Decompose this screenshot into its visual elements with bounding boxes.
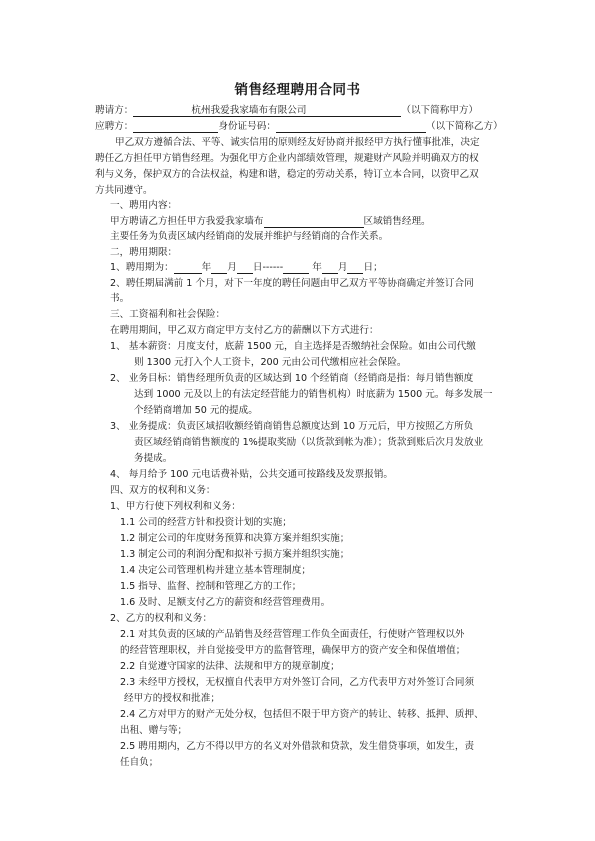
duty-item: 1.2 制定公司的年度财务预算和决算方案并组织实施； [120,533,350,544]
end-day-blank [347,262,363,274]
salary-item: 3、 业务提成：负责区域招收额经销商销售总额度达到 10 万元后，甲方按照乙方所负 [110,421,474,432]
party-a-note: （以下简称甲方） [401,105,479,116]
party-b-id-blank [276,121,426,133]
intro-line: 利与义务，保护双方的合法权益，构建和谐，稳定的劳动关系，特订立本合同，以资甲乙双 [95,169,479,180]
section-heading: 三、工资福利和社会保险： [110,309,226,320]
page-title: 销售经理聘用合同书 [234,82,361,98]
day-label: 日------ [252,262,284,273]
duty-item: 2.2 自觉遵守国家的法律、法规和甲方的规章制度； [120,661,340,672]
duty-item: 1.4 决定公司管理机构并建立基本管理制度； [120,565,311,576]
duty-item: 2.3 未经甲方授权，无权擅自代表甲方对外签订合同，乙方代表甲方对外签订合同须 [120,677,475,688]
party-b-label: 应聘方： [95,121,134,132]
year-label: 年 [312,262,322,273]
duty-item: 的经营管理职权，并自觉接受甲方的监督管理，确保甲方的资产安全和保值增值； [120,645,466,656]
term-renewal-line: 书。 [110,293,130,304]
intro-line: 聘任乙方担任甲方销售经理。为强化甲方企业内部绩效管理，规避财产风险并明确双方的权 [95,153,479,164]
start-month-blank [211,262,227,274]
term-renewal-line: 2、聘任期届满前 1 个月，对下一年度的聘任问题由甲乙双方平等协商确定并签订合同 [110,278,474,289]
day-label: 日； [363,262,383,273]
section-heading: 一、聘用内容： [110,200,178,211]
duty-item: 1.5 指导、监督、控制和管理乙方的工作； [120,581,302,592]
party-a-label: 聘请方： [95,105,134,116]
section1-line2: 主要任务为负责区域内经销商的发展并维护与经销商的合作关系。 [110,231,389,242]
party-a-blank [133,105,191,117]
term-prefix: 1、聘用期为： [110,262,174,273]
duty-item: 1.6 及时、足额支付乙方的薪资和经营管理费用。 [120,597,331,608]
year-label: 年 [201,262,212,273]
term-line [110,262,383,274]
month-label: 月 [227,262,237,273]
duty-item: 任自负； [120,757,159,768]
section1-text-b: 区域销售经理。 [363,216,431,227]
party-a-company: 杭州我爱我家墙布有限公司 [191,105,401,117]
section1-line1 [110,216,431,228]
month-label: 月 [337,262,348,273]
section1-text-a: 甲方聘请乙方担任甲方我爱我家墙布 [110,216,264,227]
region-blank [264,216,364,228]
party-b-line [95,121,503,133]
salary-item: 个经销商增加 50 元的提成。 [134,405,258,416]
end-month-blank [322,262,338,274]
party-b-duties-heading: 2、乙方的权利和义务： [110,613,213,624]
section-heading: 二，聘用期限： [110,247,178,258]
salary-item: 4、 每月给予 100 元电话费补贴，公共交通可按路线及发票报销。 [110,469,394,480]
party-b-id-label: 身份证号码： [218,121,276,132]
salary-item: 达到 1000 元及以上的有法定经营能力的销售机构）时底薪为 1500 元。每多发展一 [134,389,493,400]
end-year-blank [283,262,309,274]
party-b-note: （以下简称乙方） [425,121,503,132]
party-a-duties-heading: 1、甲方行使下列权利和义务： [110,501,241,512]
salary-item: 责区域经销商销售额度的 1%提取奖励（以货款到帐为准）；货款到账后次月发放业 [134,437,484,448]
salary-item: 2、 业务目标：销售经理所负责的区域达到 10 个经销商（经销商是指：每月销售额度 [110,373,474,384]
start-year-blank [174,262,202,274]
salary-item: 1、 基本薪资：月度支付，底薪 1500 元，自主选择是否缴纳社会保险。如由公司代缴 [110,341,476,352]
duty-item: 2.5 聘用期内，乙方不得以甲方的名义对外借款和贷款，发生借贷事项，如发生，责 [120,741,475,752]
duty-item: 2.4 乙方对甲方的财产无处分权，包括但不限于甲方资产的转让、转移、抵押、质押、 [120,709,484,720]
duty-item: 出租、赠与等； [120,725,188,736]
salary-item: 务提成。 [134,453,173,464]
start-day-blank [237,262,253,274]
duty-item: 1.3 制定公司的利润分配和拟补亏损方案并组织实施； [120,549,350,560]
duty-item: 2.1 对其负责的区域的产品销售及经营管理工作负全面责任，行使财产管理权以外 [120,629,465,640]
salary-lead: 在聘用期间，甲乙双方商定甲方支付乙方的薪酬以下方式进行： [110,325,379,336]
section-heading: 四、双方的权利和义务： [110,485,216,496]
intro-line: 方共同遵守。 [95,185,153,196]
duty-item: 1.1 公司的经营方针和投资计划的实施； [120,517,292,528]
party-b-name-blank [133,121,218,133]
intro-line: 甲乙双方遵循合法、平等、诚实信用的原则经友好协商并报经甲方执行懂事批准，决定 [115,137,480,148]
party-a-line [95,105,478,117]
duty-item: 经甲方的授权和批准； [124,693,220,704]
salary-item: 则 1300 元打入个人工资卡，200 元由公司代缴相应社会保险。 [134,357,407,368]
